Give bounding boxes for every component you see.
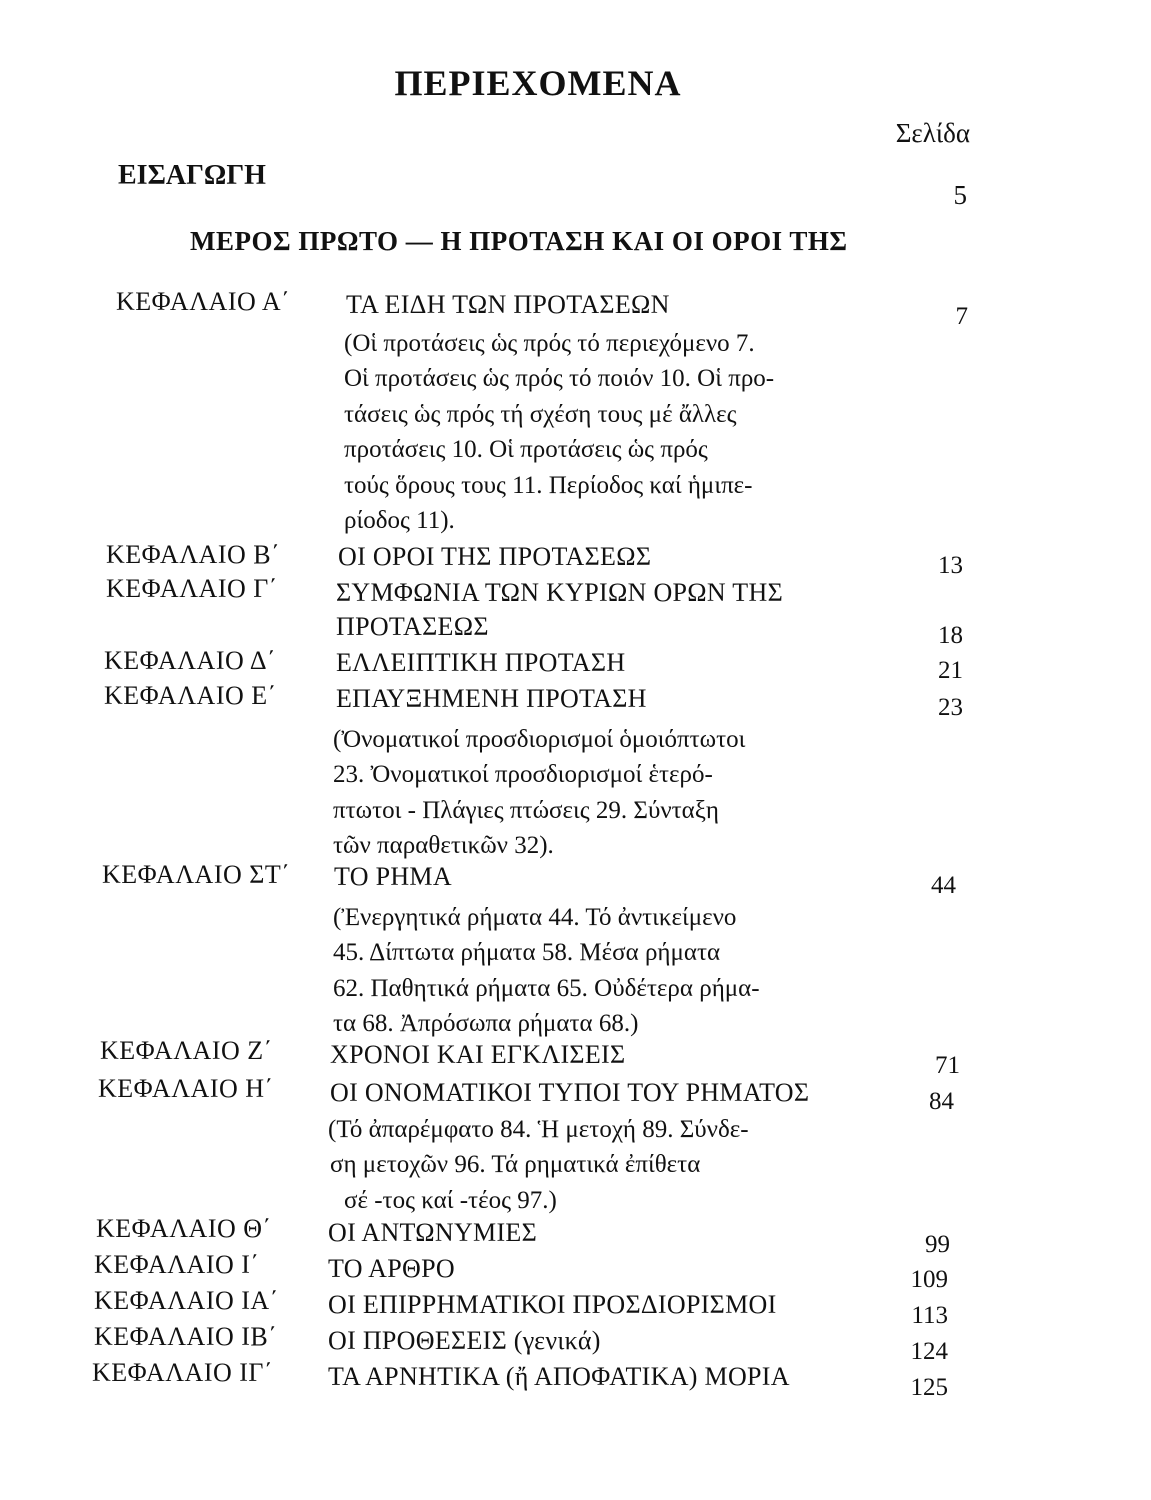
- chapter-title: ΤΟ ΑΡΘΡΟ: [328, 1254, 455, 1283]
- chapter-title: ΟΙ ΟΡΟΙ ΤΗΣ ΠΡΟΤΑΣΕΩΣ: [338, 542, 652, 571]
- chapter-label: ΚΕΦΑΛΑΙΟ ΣΤ΄: [102, 860, 291, 889]
- chapter-page-number: 13: [938, 552, 963, 579]
- chapter-label: ΚΕΦΑΛΑΙΟ Δ΄: [104, 646, 277, 675]
- chapter-title-continued: ΠΡΟΤΑΣΕΩΣ: [336, 612, 489, 641]
- intro-page-number: 5: [953, 180, 967, 210]
- chapter-title: ΤΟ ΡΗΜΑ: [334, 862, 452, 891]
- chapter-description: (Τό ἀπαρέμφατο 84. Ἡ μετοχή 89. Σύνδε- ση μετοχῶν 96. Τά ρηματικά ἐπίθετα σέ -τος καί -τέος 97.): [328, 1116, 749, 1214]
- chapter-title: ΟΙ ΑΝΤΩΝΥΜΙΕΣ: [328, 1218, 538, 1247]
- chapter-title: ΣΥΜΦΩΝΙΑ ΤΩΝ ΚΥΡΙΩΝ ΟΡΩΝ ΤΗΣ: [336, 578, 783, 607]
- chapter-page-number: 99: [925, 1231, 950, 1258]
- page-title: ΠΕΡΙΕΧΟΜΕΝΑ: [394, 63, 682, 103]
- chapter-title: ΧΡΟΝΟΙ ΚΑΙ ΕΓΚΛΙΣΕΙΣ: [330, 1040, 626, 1069]
- chapter-page-number: 71: [935, 1052, 960, 1079]
- chapter-title: ΟΙ ΟΝΟΜΑΤΙΚΟΙ ΤΥΠΟΙ ΤΟΥ ΡΗΜΑΤΟΣ: [330, 1078, 810, 1107]
- chapter-label: ΚΕΦΑΛΑΙΟ Ζ΄: [100, 1036, 273, 1065]
- chapter-label: ΚΕΦΑΛΑΙΟ ΙΑ΄: [94, 1286, 279, 1315]
- chapter-title: ΕΠΑΥΞΗΜΕΝΗ ΠΡΟΤΑΣΗ: [336, 684, 647, 713]
- chapter-title: ΤΑ ΕΙΔΗ ΤΩΝ ΠΡΟΤΑΣΕΩΝ: [346, 290, 670, 319]
- chapter-label: ΚΕΦΑΛΑΙΟ ΙΓ΄: [92, 1358, 274, 1387]
- chapter-page-number: 23: [938, 694, 963, 721]
- chapter-title: ΟΙ ΠΡΟΘΕΣΕΙΣ (γενικά): [328, 1326, 601, 1355]
- chapter-description: (Οἱ προτάσεις ὡς πρός τό περιεχόμενο 7. Οἱ προτάσεις ὡς πρός τό ποιόν 10. Οἱ προ- τάσεις ὡς πρός τή σχέση τους μέ ἄλλες προτάσεις 10. Οἱ προτάσεις ὡς πρός τούς ὅρους τους 11. Περίοδος καί ἡμιπε- ρίοδος 11).: [344, 330, 775, 535]
- page-column-header: Σελίδα: [895, 118, 970, 148]
- chapter-page-number: 124: [910, 1338, 948, 1365]
- chapter-label: ΚΕΦΑΛΑΙΟ Α΄: [116, 287, 291, 316]
- chapter-label: ΚΕΦΑΛΑΙΟ Ε΄: [104, 681, 277, 710]
- chapter-label: ΚΕΦΑΛΑΙΟ Β΄: [106, 540, 281, 569]
- chapter-label: ΚΕΦΑΛΑΙΟ Γ΄: [106, 574, 278, 603]
- part-heading: ΜΕΡΟΣ ΠΡΩΤΟ — Η ΠΡΟΤΑΣΗ ΚΑΙ ΟΙ ΟΡΟΙ ΤΗΣ: [190, 226, 848, 256]
- chapter-label: ΚΕΦΑΛΑΙΟ Θ΄: [96, 1214, 272, 1243]
- intro-label: ΕΙΣΑΓΩΓΗ: [118, 160, 266, 191]
- chapter-description: (Ὀνοματικοί προσδιορισμοί ὁμοιόπτωτοι 23. Ὀνοματικοί προσδιορισμοί ἑτερό- πτωτοι - Πλάγιες πτώσεις 29. Σύνταξη τῶν παραθετικῶν 32).: [333, 726, 746, 860]
- chapter-page-number: 125: [910, 1374, 948, 1401]
- chapter-title: ΕΛΛΕΙΠΤΙΚΗ ΠΡΟΤΑΣΗ: [336, 648, 626, 677]
- chapter-page-number: 84: [929, 1088, 954, 1115]
- chapter-page-number: 44: [931, 872, 956, 899]
- chapter-page-number: 109: [910, 1266, 948, 1293]
- chapter-description: (Ἐνεργητικά ρήματα 44. Τό ἀντικείμενο 45. Δίπτωτα ρήματα 58. Μέσα ρήματα 62. Παθητικά ρήματα 65. Οὐδέτερα ρήμα- τα 68. Ἀπρόσωπα ρήματα 68.): [333, 904, 760, 1038]
- chapter-page-number: 7: [955, 303, 968, 330]
- chapter-label: ΚΕΦΑΛΑΙΟ Η΄: [98, 1074, 274, 1103]
- chapter-label: ΚΕΦΑΛΑΙΟ ΙΒ΄: [94, 1322, 278, 1351]
- chapter-page-number: 113: [911, 1302, 948, 1329]
- chapter-page-number: 21: [938, 657, 963, 684]
- chapter-page-number: 18: [938, 622, 963, 649]
- chapter-label: ΚΕΦΑΛΑΙΟ Ι΄: [94, 1250, 260, 1279]
- chapter-title: ΤΑ ΑΡΝΗΤΙΚΑ (ἤ ΑΠΟΦΑΤΙΚΑ) ΜΟΡΙΑ: [328, 1362, 790, 1391]
- chapter-title: ΟΙ ΕΠΙΡΡΗΜΑΤΙΚΟΙ ΠΡΟΣΔΙΟΡΙΣΜΟΙ: [328, 1290, 777, 1319]
